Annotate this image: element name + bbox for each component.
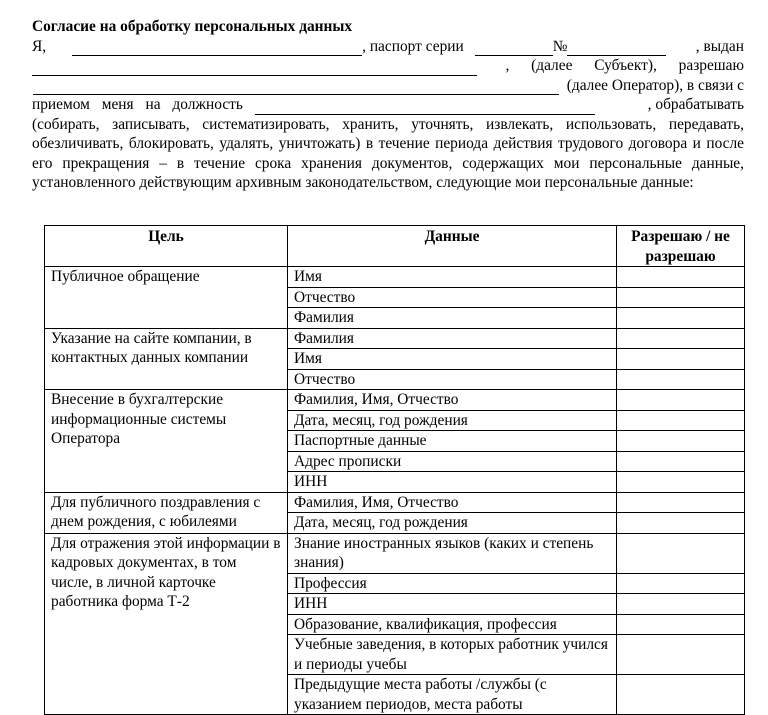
permission-cell[interactable] (617, 328, 745, 349)
passport-series-label: , паспорт серии (362, 37, 464, 55)
permission-cell[interactable] (617, 349, 745, 370)
process-label: , обрабатывать (647, 96, 744, 113)
permission-cell[interactable] (617, 492, 745, 513)
permission-cell[interactable] (617, 410, 745, 431)
table-row (45, 328, 745, 349)
permission-cell[interactable] (617, 451, 745, 472)
data-item-cell: Отчество (288, 287, 617, 308)
consent-body-text: (собирать, записывать, систематизировать, хранить, уточнять, извлекать, использовать, передавать, обезличивать, блокировать, удалять, уничтожать) в течение периода действия трудового договора и после его прекращения – в течение срока хранения документов, содержащих мои персональные данные, установленного действующим архивным законодательством, следующие мои персональные данные: (32, 115, 744, 191)
data-item-cell: Паспортные данные (288, 431, 617, 452)
data-item-cell: Фамилия (288, 328, 617, 349)
table-row (45, 390, 745, 411)
form-line-1 (32, 37, 744, 57)
data-item-cell: Имя (288, 349, 617, 370)
issued-by-blank[interactable] (32, 60, 477, 76)
permission-cell[interactable] (617, 267, 745, 288)
position-label: приемом меня на должность (32, 96, 243, 113)
subject-label: , (далее Субъект), разрешаю (505, 57, 744, 74)
permission-cell[interactable] (617, 675, 745, 715)
purpose-cell: Внесение в бухгалтерские информационные системы Оператора (45, 390, 288, 493)
operator-label: (далее Оператор), в связи с (566, 76, 744, 94)
operator-blank[interactable] (33, 79, 559, 95)
form-line-2 (32, 56, 744, 76)
permission-cell[interactable] (617, 533, 745, 573)
position-blank[interactable] (255, 99, 595, 115)
form-line-3 (32, 76, 744, 96)
purpose-cell: Указание на сайте компании, в контактных данных компании (45, 328, 288, 390)
permission-cell[interactable] (617, 635, 745, 675)
data-item-cell: Дата, месяц, год рождения (288, 513, 617, 534)
table-row (45, 267, 745, 288)
passport-series-blank[interactable] (475, 40, 553, 56)
passport-number-label: № (552, 37, 568, 55)
header-permission: Разрешаю / не разрешаю (617, 226, 745, 267)
data-item-cell: Фамилия (288, 308, 617, 329)
purpose-cell: Для отражения этой информации в кадровых документах, в том числе, в личной карточке работника форма Т-2 (45, 533, 288, 715)
data-item-cell: Фамилия, Имя, Отчество (288, 492, 617, 513)
data-item-cell: Предыдущие места работы /службы (с указанием периодов, места работы (288, 675, 617, 715)
data-item-cell: Учебные заведения, в которых работник учился и периоды учебы (288, 635, 617, 675)
data-item-cell: Отчество (288, 369, 617, 390)
passport-number-blank[interactable] (567, 40, 666, 56)
ya-label: Я, (32, 37, 47, 55)
data-item-cell: Адрес прописки (288, 451, 617, 472)
header-purpose: Цель (45, 226, 288, 267)
table-row (45, 492, 745, 513)
form-line-4 (32, 95, 744, 115)
permission-cell[interactable] (617, 369, 745, 390)
table-header-row (45, 226, 745, 267)
permission-cell[interactable] (617, 594, 745, 615)
data-item-cell: Знание иностранных языков (каких и степень знания) (288, 533, 617, 573)
permission-cell[interactable] (617, 390, 745, 411)
permission-cell[interactable] (617, 614, 745, 635)
data-item-cell: ИНН (288, 594, 617, 615)
permission-cell[interactable] (617, 472, 745, 493)
permission-cell[interactable] (617, 287, 745, 308)
table-body (45, 267, 745, 715)
permission-cell[interactable] (617, 431, 745, 452)
purpose-cell: Публичное обращение (45, 267, 288, 329)
permission-cell[interactable] (617, 308, 745, 329)
data-item-cell: Дата, месяц, год рождения (288, 410, 617, 431)
table-row (45, 533, 745, 573)
personal-data-table (44, 225, 745, 715)
consent-document (32, 17, 744, 193)
permission-cell[interactable] (617, 513, 745, 534)
data-item-cell: ИНН (288, 472, 617, 493)
data-item-cell: Образование, квалификация, профессия (288, 614, 617, 635)
header-data: Данные (288, 226, 617, 267)
document-title: Согласие на обработку персональных данных (32, 18, 353, 35)
data-item-cell: Фамилия, Имя, Отчество (288, 390, 617, 411)
full-name-blank[interactable] (72, 40, 362, 56)
issued-label: , выдан (695, 37, 744, 55)
purpose-cell: Для публичного поздравления с днем рождения, с юбилеями (45, 492, 288, 533)
data-item-cell: Профессия (288, 573, 617, 594)
data-item-cell: Имя (288, 267, 617, 288)
permission-cell[interactable] (617, 573, 745, 594)
